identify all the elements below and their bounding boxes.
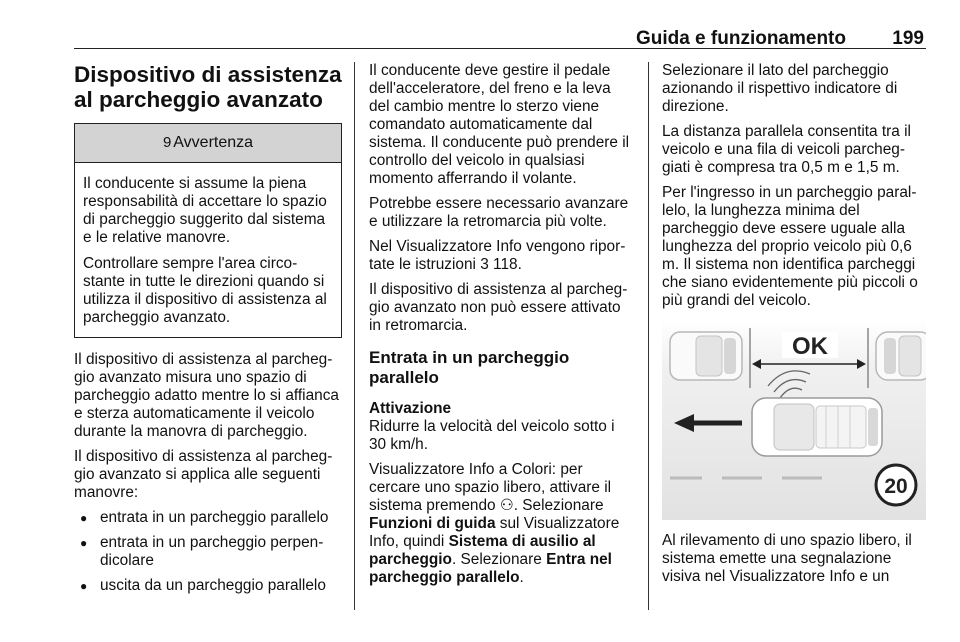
column-divider-2 [648, 62, 649, 610]
parked-car-front [670, 332, 742, 380]
section-heading: Dispositivo di assistenza al parcheggio avanzato [74, 62, 342, 112]
column-3 [662, 62, 926, 593]
column-1 [74, 62, 342, 602]
paragraph: Il dispositivo di assistenza al parcheggio avanzato si applica alle seguenti manovre: [74, 448, 333, 501]
column-divider-1 [354, 62, 355, 610]
paragraph: Selezionare il lato del parcheggio azionando il rispettivo indicatore di direzione. [662, 62, 898, 115]
moving-car [752, 398, 882, 456]
ok-label: OK [792, 333, 828, 360]
parking-illustration [662, 320, 926, 520]
menu-term: Funzioni di guida [369, 515, 496, 532]
warning-box [74, 123, 342, 338]
page-number: 199 [892, 28, 924, 49]
page-ref-number: 118. [488, 256, 522, 273]
subsection-heading: Entrata in un parcheggio parallelo [369, 348, 570, 387]
paragraph: Il dispositivo di assistenza al parcheggio avanzato non può essere attivato in retromarcia. [369, 281, 628, 334]
paragraph: Potrebbe essere necessario avanzare e utilizzare la retromarcia più volte. [369, 195, 629, 230]
paragraph: Al rilevamento di uno spazio libero, il sistema emette una segnalazione visiva nel Visualizzatore Info e un [662, 532, 912, 585]
figure-number: 20 [884, 475, 908, 498]
warning-text-2: Controllare sempre l'area circostante in tutte le direzioni quando si utilizza il dispositivo di assistenza al parcheggio avanzato. [83, 255, 327, 326]
menu-term: Sistema di ausilio al parcheggio [369, 533, 596, 568]
paragraph: Per l'ingresso in un parcheggio parallelo, la lunghezza minima del parcheggio deve essere uguale alla lunghezza del proprio veicolo più 0,6 m. Il sistema non identifica parcheggi che siano evidentemente più piccoli o più grandi del veicolo. [662, 184, 918, 309]
parking-button-icon: ⚇ [499, 497, 514, 514]
list-item: ● entrata in un parcheggio perpendicolare [74, 534, 342, 570]
header-title: Guida e funzionamento [635, 28, 846, 49]
paragraph: Nel Visualizzatore Info vengono riportate le istruzioni 3 118. [369, 238, 626, 273]
menu-term: Entra nel parcheggio parallelo [369, 551, 612, 586]
page-ref-icon: 3 [480, 256, 489, 273]
page-header [74, 20, 926, 49]
paragraph: La distanza parallela consentita tra il veicolo e una fila di veicoli parcheggiati è compresa tra 0,5 m e 1,5 m. [662, 123, 911, 176]
parked-car-rear [876, 332, 926, 380]
paragraph: Ridurre la velocità del veicolo sotto i 30 km/h. [369, 418, 615, 453]
warning-text-1: Il conducente si assume la piena responsabilità di accettare lo spazio di parcheggio suggerito dal sistema e le relative manovre. [83, 175, 327, 246]
warning-icon: 9 [162, 134, 172, 151]
warning-title: Avvertenza [173, 134, 254, 151]
list-item: ● entrata in un parcheggio parallelo [74, 509, 342, 527]
subheading-activation: Attivazione [369, 400, 452, 417]
paragraph: Il dispositivo di assistenza al parcheggio avanzato misura uno spazio di parcheggio adatto mentre lo si affianca e sterza automaticamente il veicolo durante la manovra di parcheggio. [74, 351, 339, 440]
warning-body [75, 163, 341, 337]
paragraph: Il conducente deve gestire il pedale dell'acceleratore, del freno e la leva del cambio mentre lo sterzo viene comandato automaticamente dal sistema. Il conducente può prendere il controllo del veicolo in qualsiasi momento afferrando il volante. [369, 62, 630, 187]
warning-header [75, 124, 341, 163]
maneuver-list [74, 509, 342, 595]
list-item: ● uscita da un parcheggio parallelo [74, 577, 342, 595]
parking-diagram [662, 320, 926, 520]
paragraph: Visualizzatore Info a Colori: per cercare uno spazio libero, attivare il sistema premendo ⚇. Selezionare Funzioni di guida sul Visualizzatore Info, quindi Sistema di ausilio al parcheggio. Selezionare Entra nel parcheggio parallelo. [369, 461, 620, 586]
column-2 [369, 62, 633, 594]
